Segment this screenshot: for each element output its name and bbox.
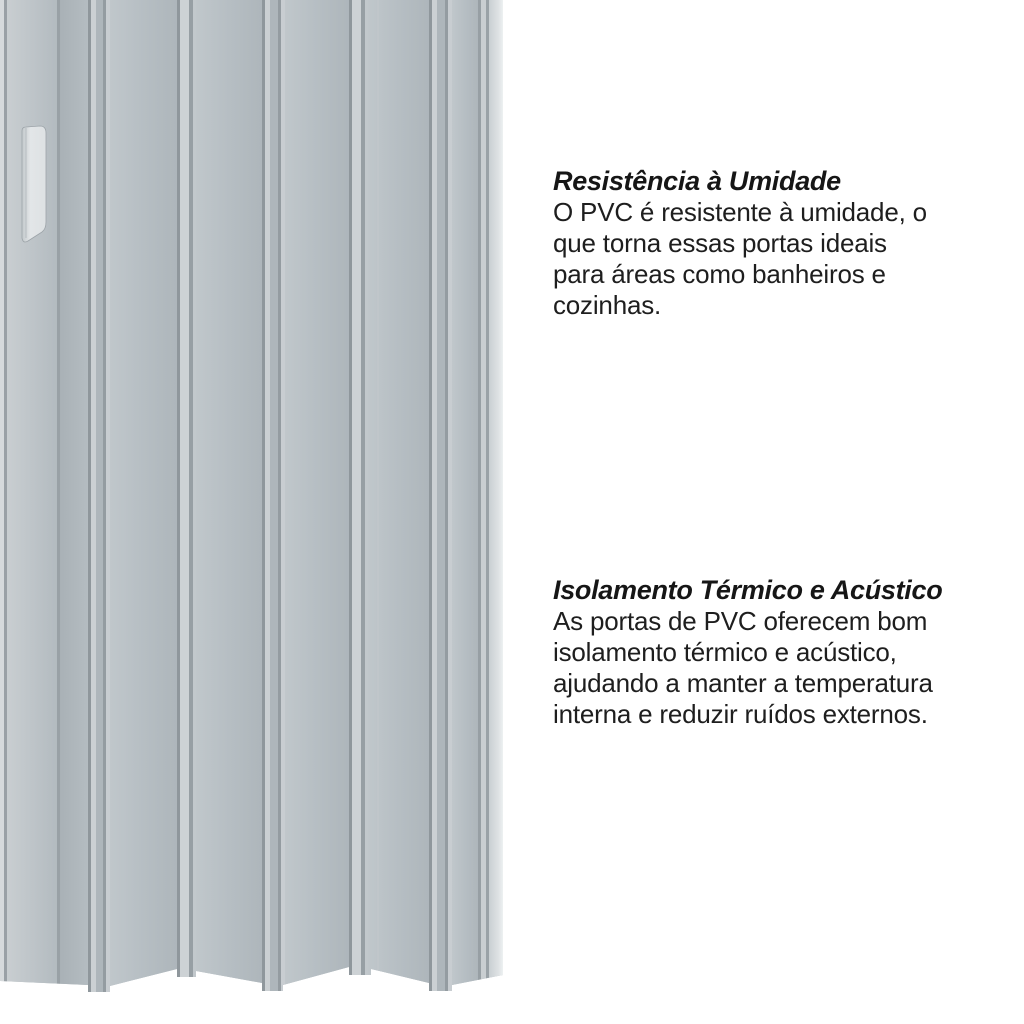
door-right-edge bbox=[489, 0, 503, 1024]
door-slats bbox=[0, 0, 508, 1024]
feature-block-isolamento bbox=[553, 575, 973, 730]
feature-heading: Isolamento Térmico e Acústico bbox=[553, 575, 943, 605]
feature-block-umidade bbox=[553, 166, 973, 321]
feature-text-line: isolamento térmico e acústico, bbox=[553, 637, 897, 667]
feature-text-line: para áreas como banheiros e bbox=[553, 259, 886, 289]
folding-door-image bbox=[0, 0, 508, 1024]
feature-text-line: As portas de PVC oferecem bom bbox=[553, 606, 928, 636]
feature-heading: Resistência à Umidade bbox=[553, 166, 841, 196]
feature-text-line: que torna essas portas ideais bbox=[553, 228, 887, 258]
door-handle bbox=[22, 126, 46, 242]
feature-text-line: O PVC é resistente à umidade, o bbox=[553, 197, 927, 227]
door-left-edge bbox=[0, 0, 4, 1024]
feature-text-line: cozinhas. bbox=[553, 290, 662, 320]
feature-text-line: interna e reduzir ruídos externos. bbox=[553, 699, 928, 729]
feature-text-line: ajudando a manter a temperatura bbox=[553, 668, 933, 698]
